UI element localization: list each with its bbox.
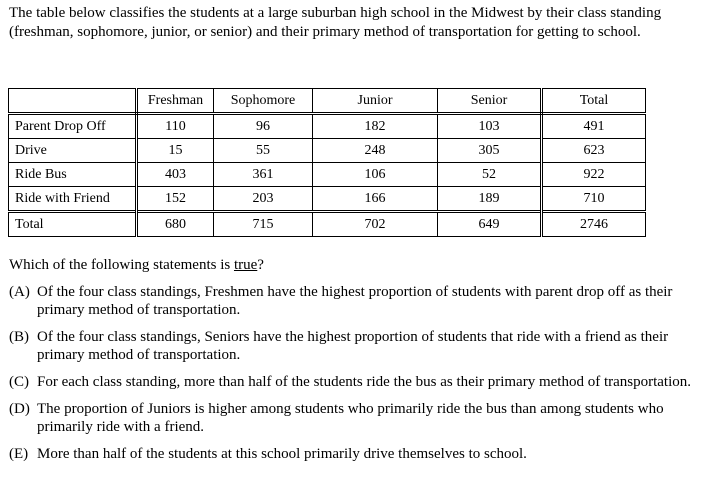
header-cell-blank <box>9 89 137 114</box>
table-header-row <box>9 89 646 114</box>
option-text: More than half of the students at this school primarily drive themselves to school. <box>37 446 527 462</box>
table-cell: 110 <box>137 114 214 139</box>
row-label: Ride with Friend <box>9 187 137 212</box>
header-cell-senior: Senior <box>438 89 542 114</box>
table-row <box>9 187 646 212</box>
table-cell: 52 <box>438 163 542 187</box>
transportation-table <box>8 88 646 237</box>
row-label: Drive <box>9 139 137 163</box>
option-letter: (A) <box>9 284 30 300</box>
question-emphasis: true <box>233 257 258 273</box>
table-cell: 96 <box>214 114 313 139</box>
table-cell: 403 <box>137 163 214 187</box>
question-text <box>9 256 264 275</box>
answer-option-e[interactable] <box>9 445 699 463</box>
table-cell: 680 <box>137 212 214 237</box>
table-cell: 248 <box>313 139 438 163</box>
table-cell: 166 <box>313 187 438 212</box>
table-cell: 182 <box>313 114 438 139</box>
option-text: Of the four class standings, Seniors have the highest proportion of students that ride with a friend as their primary method of transportation. <box>37 329 669 363</box>
header-cell-sophomore: Sophomore <box>214 89 313 114</box>
option-letter: (B) <box>9 329 29 345</box>
table-cell: 702 <box>313 212 438 237</box>
table-cell: 305 <box>438 139 542 163</box>
table-cell: 103 <box>438 114 542 139</box>
table-row <box>9 139 646 163</box>
table-cell: 152 <box>137 187 214 212</box>
question-suffix: ? <box>257 257 264 273</box>
table-cell: 15 <box>137 139 214 163</box>
header-cell-total: Total <box>542 89 646 114</box>
option-letter: (D) <box>9 401 30 417</box>
answer-option-b[interactable] <box>9 328 699 364</box>
option-text: The proportion of Juniors is higher among students who primarily ride the bus than among students who primarily ride with a friend. <box>37 401 664 435</box>
intro-paragraph: The table below classifies the students at a large suburban high school in the Midwest by their class standing (freshman, sophomore, junior, or senior) and their primary method of transportation for getting to school. <box>9 5 662 40</box>
answer-option-a[interactable] <box>9 283 699 319</box>
option-letter: (E) <box>9 446 29 462</box>
table-cell: 203 <box>214 187 313 212</box>
table-cell: 55 <box>214 139 313 163</box>
table-cell: 922 <box>542 163 646 187</box>
answer-options <box>9 283 699 472</box>
table-cell: 715 <box>214 212 313 237</box>
header-cell-junior: Junior <box>313 89 438 114</box>
table-cell: 649 <box>438 212 542 237</box>
option-letter: (C) <box>9 374 29 390</box>
option-text: For each class standing, more than half of the students ride the bus as their primary method of transportation. <box>37 374 692 390</box>
question-prefix: Which of the following statements is <box>9 257 234 273</box>
table-cell: 623 <box>542 139 646 163</box>
answer-option-c[interactable] <box>9 373 699 391</box>
answer-option-d[interactable] <box>9 400 699 436</box>
table-total-row <box>9 212 646 237</box>
table-row <box>9 114 646 139</box>
table-cell: 106 <box>313 163 438 187</box>
table-cell: 710 <box>542 187 646 212</box>
header-cell-freshman: Freshman <box>137 89 214 114</box>
option-text: Of the four class standings, Freshmen have the highest proportion of students with parent drop off as their primary method of transportation. <box>37 284 673 318</box>
table-cell: 2746 <box>542 212 646 237</box>
row-label: Ride Bus <box>9 163 137 187</box>
row-label: Parent Drop Off <box>9 114 137 139</box>
table-row <box>9 163 646 187</box>
table-cell: 189 <box>438 187 542 212</box>
table-cell: 361 <box>214 163 313 187</box>
table-cell: 491 <box>542 114 646 139</box>
row-label: Total <box>9 212 137 237</box>
